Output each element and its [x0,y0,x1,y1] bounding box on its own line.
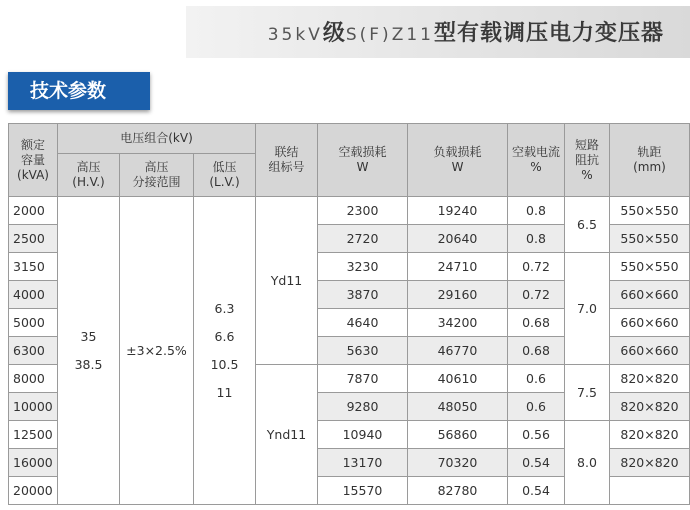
row-load-loss: 40610 [408,365,508,393]
hdr-ll-2: W [451,160,464,174]
row-noload-loss: 2720 [318,225,408,253]
lv-value: 11 [216,384,233,400]
row-capacity: 5000 [9,309,58,337]
row-noload-current: 0.72 [508,281,565,309]
row-capacity: 3150 [9,253,58,281]
row-gauge: 660×660 [610,309,690,337]
hdr-cap-1: 额定 [20,137,45,152]
row-load-loss: 82780 [408,477,508,505]
hv-value: 35 [80,328,97,344]
hdr-hv-1: 高压 [76,160,101,174]
row-gauge [610,477,690,505]
title-cjk-part2: 型有载调压电力变压器 [433,21,664,46]
header-load-loss [408,124,508,197]
tap-range: ±3×2.5% [120,197,194,505]
hdr-nc-2: % [530,160,542,174]
row-noload-loss: 5630 [318,337,408,365]
hv-values [58,197,120,505]
title-cjk-part1: 级 [322,21,346,46]
row-capacity: 4000 [9,281,58,309]
lv-value: 6.6 [214,328,235,344]
impedance-3: 7.5 [565,365,610,421]
row-noload-loss: 7870 [318,365,408,393]
hdr-conn-2: 组标号 [268,160,305,174]
row-capacity: 8000 [9,365,58,393]
hdr-cap-3: (kVA) [17,167,49,182]
hdr-imp-3: % [581,167,593,182]
hdr-nc-1: 空载电流 [511,145,560,159]
hdr-conn-1: 联结 [274,145,299,159]
row-load-loss: 24710 [408,253,508,281]
header-gauge [610,124,690,197]
title-band [186,6,690,58]
lv-values [194,197,256,505]
hdr-gauge-2: (mm) [633,160,666,174]
row-load-loss: 29160 [408,281,508,309]
row-noload-current: 0.54 [508,449,565,477]
title-latin-prefix: 35kV [267,25,323,45]
row-noload-loss: 3230 [318,253,408,281]
hdr-nl-2: W [356,160,369,174]
hdr-ll-1: 负载损耗 [433,145,482,159]
header-connection [256,124,318,197]
row-load-loss: 48050 [408,393,508,421]
hdr-nl-1: 空载损耗 [338,145,387,159]
impedance-1: 6.5 [565,197,610,253]
row-noload-current: 0.8 [508,225,565,253]
page-title [268,16,664,47]
hdr-tap-2: 分接范围 [132,175,181,189]
row-gauge: 820×820 [610,449,690,477]
row-load-loss: 19240 [408,197,508,225]
row-noload-current: 0.72 [508,253,565,281]
row-gauge: 820×820 [610,365,690,393]
spec-table [8,123,690,505]
row-load-loss: 70320 [408,449,508,477]
row-noload-current: 0.56 [508,421,565,449]
row-noload-loss: 2300 [318,197,408,225]
row-gauge: 660×660 [610,337,690,365]
section-label: 技术参数 [8,72,150,110]
lv-value: 10.5 [210,356,239,372]
row-load-loss: 46770 [408,337,508,365]
header-noload-current [508,124,565,197]
row-gauge: 660×660 [610,281,690,309]
row-noload-loss: 13170 [318,449,408,477]
hdr-gauge-1: 轨距 [637,145,662,159]
row-noload-loss: 15570 [318,477,408,505]
row-capacity: 2000 [9,197,58,225]
row-noload-current: 0.68 [508,309,565,337]
hdr-lv-2: (L.V.) [209,175,240,189]
row-capacity: 12500 [9,421,58,449]
row-load-loss: 20640 [408,225,508,253]
row-gauge: 820×820 [610,393,690,421]
row-gauge: 550×550 [610,225,690,253]
hv-value: 38.5 [74,356,103,372]
row-gauge: 820×820 [610,421,690,449]
hdr-lv-1: 低压 [212,160,237,174]
row-noload-current: 0.68 [508,337,565,365]
connection-ynd11: Ynd11 [256,365,318,505]
header-hv [58,154,120,197]
row-noload-loss: 4640 [318,309,408,337]
row-noload-current: 0.6 [508,393,565,421]
row-gauge: 550×550 [610,253,690,281]
hdr-tap-1: 高压 [144,160,169,174]
header-noload-loss [318,124,408,197]
row-gauge: 550×550 [610,197,690,225]
header-tap [120,154,194,197]
row-noload-current: 0.54 [508,477,565,505]
title-latin-middle: S(F)Z11 [345,25,434,45]
row-capacity: 20000 [9,477,58,505]
lv-value: 6.3 [214,300,235,316]
row-noload-current: 0.8 [508,197,565,225]
row-noload-loss: 3870 [318,281,408,309]
connection-yd11: Yd11 [256,197,318,365]
hdr-cap-2: 容量 [20,152,45,167]
impedance-2: 7.0 [565,253,610,365]
row-noload-current: 0.6 [508,365,565,393]
header-impedance [565,124,610,197]
row-noload-loss: 10940 [318,421,408,449]
row-load-loss: 34200 [408,309,508,337]
hdr-imp-1: 短路 [574,137,599,152]
hdr-imp-2: 阻抗 [574,152,599,167]
row-capacity: 2500 [9,225,58,253]
header-voltage-group: 电压组合(kV) [58,124,256,154]
row-capacity: 10000 [9,393,58,421]
impedance-4: 8.0 [565,421,610,505]
header-lv [194,154,256,197]
row-load-loss: 56860 [408,421,508,449]
row-capacity: 16000 [9,449,58,477]
row-noload-loss: 9280 [318,393,408,421]
hdr-hv-2: (H.V.) [72,175,105,189]
header-capacity [9,124,58,197]
row-capacity: 6300 [9,337,58,365]
